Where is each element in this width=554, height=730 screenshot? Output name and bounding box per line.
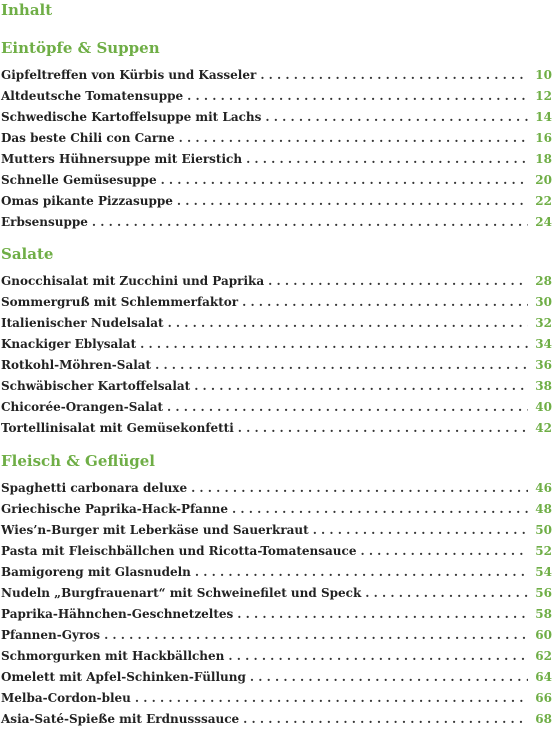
dot-leader	[177, 191, 528, 212]
entry-list	[0, 65, 554, 233]
page-number: 38	[535, 379, 552, 393]
dot-leader	[194, 376, 528, 397]
entry-list	[0, 478, 554, 730]
dot-leader	[360, 541, 528, 562]
toc-entry[interactable]	[0, 520, 552, 541]
dot-leader	[246, 149, 528, 170]
entry-list	[0, 271, 554, 439]
page-number: 62	[535, 649, 552, 663]
entry-title: Spaghetti carbonara deluxe	[1, 481, 188, 495]
section-heading: Eintöpfe & Suppen	[1, 39, 160, 57]
toc-entry[interactable]	[0, 604, 552, 625]
dot-leader	[155, 355, 528, 376]
toc-entry[interactable]	[0, 418, 552, 439]
toc-entry[interactable]	[0, 191, 552, 212]
entry-title: Omas pikante Pizzasuppe	[1, 194, 173, 208]
dot-leader	[167, 397, 528, 418]
dot-leader	[232, 499, 528, 520]
toc-entry[interactable]	[0, 355, 552, 376]
page-number: 52	[535, 544, 552, 558]
toc-entry[interactable]	[0, 86, 552, 107]
page-number: 18	[535, 152, 552, 166]
entry-title: Schnelle Gemüsesuppe	[1, 173, 157, 187]
entry-title: Paprika-Hähnchen-Geschnetzeltes	[1, 607, 234, 621]
entry-title: Das beste Chili con Carne	[1, 131, 175, 145]
entry-title: Wies’n-Burger mit Leberkäse und Sauerkraut	[1, 523, 309, 537]
dot-leader	[228, 646, 528, 667]
entry-title: Bamigoreng mit Glasnudeln	[1, 565, 191, 579]
page-number: 32	[535, 316, 552, 330]
toc-entry[interactable]	[0, 646, 552, 667]
dot-leader	[191, 478, 528, 499]
page-number: 66	[535, 691, 552, 705]
page-number: 12	[535, 89, 552, 103]
entry-title: Gnocchisalat mit Zucchini und Paprika	[1, 274, 265, 288]
page-number: 28	[535, 274, 552, 288]
entry-title: Nudeln „Burgfrauenart“ mit Schweinefilet und Speck	[1, 586, 362, 600]
page-number: 56	[535, 586, 552, 600]
dot-leader	[260, 65, 528, 86]
toc-entry[interactable]	[0, 562, 552, 583]
page-number: 60	[535, 628, 552, 642]
page-number: 40	[535, 400, 552, 414]
dot-leader	[265, 107, 528, 128]
entry-title: Schmorgurken mit Hackbällchen	[1, 649, 225, 663]
dot-leader	[187, 86, 528, 107]
page-title: Inhalt	[1, 1, 53, 19]
dot-leader	[92, 212, 528, 233]
page-number: 48	[535, 502, 552, 516]
page-number: 64	[535, 670, 552, 684]
toc-entry[interactable]	[0, 541, 552, 562]
page-number: 30	[535, 295, 552, 309]
entry-title: Griechische Paprika-Hack-Pfanne	[1, 502, 229, 516]
dot-leader	[104, 625, 528, 646]
dot-leader	[250, 667, 528, 688]
toc-entry[interactable]	[0, 499, 552, 520]
toc-entry[interactable]	[0, 128, 552, 149]
dot-leader	[237, 604, 528, 625]
dot-leader	[179, 128, 528, 149]
toc-section-fleisch	[0, 451, 554, 730]
toc-entry[interactable]	[0, 334, 552, 355]
entry-title: Gipfeltreffen von Kürbis und Kasseler	[1, 68, 257, 82]
page-number: 50	[535, 523, 552, 537]
entry-title: Chicorée-Orangen-Salat	[1, 400, 164, 414]
page-number: 20	[535, 173, 552, 187]
page-number: 36	[535, 358, 552, 372]
page-number: 34	[535, 337, 552, 351]
entry-title: Erbsensuppe	[1, 215, 88, 229]
toc-section-eintoepfe	[0, 38, 554, 233]
entry-title: Rotkohl-Möhren-Salat	[1, 358, 152, 372]
toc-entry[interactable]	[0, 212, 552, 233]
section-heading: Salate	[1, 245, 54, 263]
toc-entry[interactable]	[0, 107, 552, 128]
dot-leader	[135, 688, 528, 709]
page-number: 42	[535, 421, 552, 435]
entry-title: Asia-Saté-Spieße mit Erdnusssauce	[1, 712, 240, 726]
dot-leader	[365, 583, 528, 604]
page-number: 10	[535, 68, 552, 82]
entry-title: Omelett mit Apfel-Schinken-Füllung	[1, 670, 246, 684]
page-number: 22	[535, 194, 552, 208]
toc-entry[interactable]	[0, 376, 552, 397]
entry-title: Melba-Cordon-bleu	[1, 691, 131, 705]
toc-entry[interactable]	[0, 625, 552, 646]
entry-title: Sommergruß mit Schlemmerfaktor	[1, 295, 239, 309]
toc-section-salate	[0, 244, 554, 439]
page-number: 68	[535, 712, 552, 726]
toc-entry[interactable]	[0, 397, 552, 418]
toc-entry[interactable]	[0, 271, 552, 292]
dot-leader	[238, 418, 528, 439]
toc-entry[interactable]	[0, 478, 552, 499]
entry-title: Italienischer Nudelsalat	[1, 316, 164, 330]
dot-leader	[168, 313, 528, 334]
dot-leader	[195, 562, 528, 583]
entry-title: Schwedische Kartoffelsuppe mit Lachs	[1, 110, 262, 124]
toc-entry[interactable]	[0, 65, 552, 86]
entry-title: Pfannen-Gyros	[1, 628, 101, 642]
page-number: 14	[535, 110, 552, 124]
dot-leader	[242, 292, 528, 313]
toc-entry[interactable]	[0, 170, 552, 191]
toc-entry[interactable]	[0, 583, 552, 604]
dot-leader	[313, 520, 528, 541]
toc-entry[interactable]	[0, 667, 552, 688]
toc-entry[interactable]	[0, 313, 552, 334]
page-number: 46	[535, 481, 552, 495]
entry-title: Knackiger Eblysalat	[1, 337, 137, 351]
toc-entry[interactable]	[0, 149, 552, 170]
dot-leader	[161, 170, 528, 191]
page-number: 54	[535, 565, 552, 579]
entry-title: Pasta mit Fleischbällchen und Ricotta-Tomatensauce	[1, 544, 357, 558]
entry-title: Altdeutsche Tomatensuppe	[1, 89, 184, 103]
dot-leader	[140, 334, 528, 355]
entry-title: Tortellinisalat mit Gemüsekonfetti	[1, 421, 234, 435]
page-number: 16	[535, 131, 552, 145]
entry-title: Mutters Hühnersuppe mit Eierstich	[1, 152, 243, 166]
entry-title: Schwäbischer Kartoffelsalat	[1, 379, 191, 393]
toc-entry[interactable]	[0, 688, 552, 709]
section-heading: Fleisch & Geflügel	[1, 452, 155, 470]
page-number: 24	[535, 215, 552, 229]
toc-entry[interactable]	[0, 292, 552, 313]
page-number: 58	[535, 607, 552, 621]
dot-leader	[268, 271, 528, 292]
